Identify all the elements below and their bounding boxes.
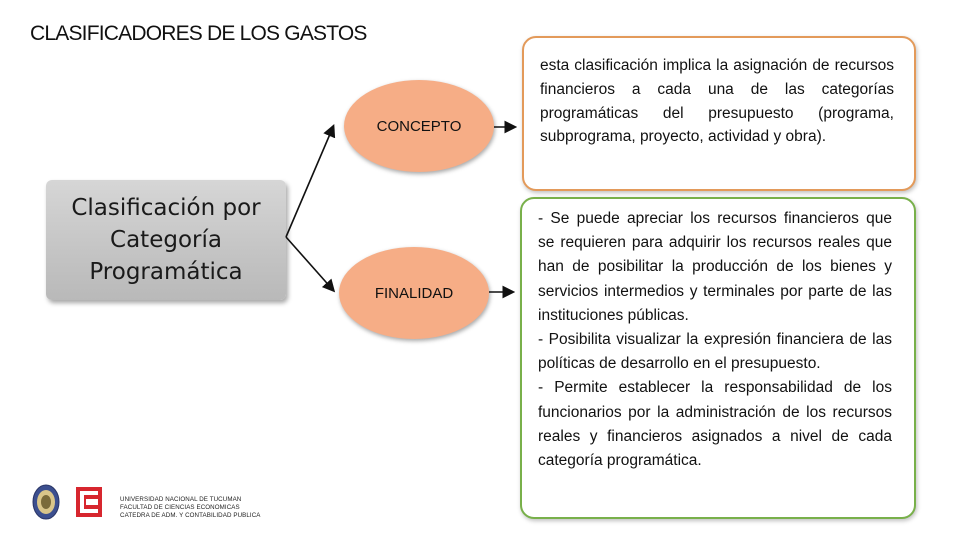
faculty-logo-icon bbox=[76, 487, 102, 517]
concepto-label: CONCEPTO bbox=[376, 117, 462, 135]
finalidad-label: FINALIDAD bbox=[374, 284, 454, 302]
finalidad-item-1: - Se puede apreciar los recursos financieros que se requieren para adquirir los recursos reales que han de posibilitar la producción de los bienes y servicios intermedios y terminales por parte de las instituciones públicas. bbox=[538, 210, 892, 324]
concepto-oval bbox=[344, 80, 494, 172]
university-seal-icon bbox=[32, 484, 60, 520]
page-title: CLASIFICADORES DE LOS GASTOS bbox=[30, 22, 367, 45]
institution-line-1: UNIVERSIDAD NACIONAL DE TUCUMAN bbox=[120, 496, 242, 503]
concepto-description-panel bbox=[522, 36, 916, 191]
arrow-to-finalidad bbox=[286, 237, 333, 290]
institution-text bbox=[120, 496, 261, 521]
institution-line-3: CATEDRA DE ADM. Y CONTABILIDAD PUBLICA bbox=[120, 512, 261, 520]
main-category-label: Clasificación por Categoría Programática bbox=[71, 195, 261, 285]
arrow-to-concepto bbox=[286, 127, 333, 237]
finalidad-item-3: - Permite establecer la responsabilidad de los funcionarios por la administración de los recursos reales y financieros asignados a nivel de cada categoría programática. bbox=[538, 379, 892, 470]
institution-line-2: FACULTAD DE CIENCIAS ECONOMICAS bbox=[120, 504, 240, 512]
finalidad-description-panel bbox=[520, 197, 916, 519]
finalidad-item-2: - Posibilita visualizar la expresión financiera de las políticas de desarrollo en el presupuesto. bbox=[538, 331, 892, 373]
concepto-description-text: esta clasificación implica la asignación de recursos financieros a cada una de las categorías programáticas del presupuesto (programa, subprograma, proyecto, actividad y obra). bbox=[540, 57, 894, 146]
finalidad-oval bbox=[339, 247, 489, 339]
